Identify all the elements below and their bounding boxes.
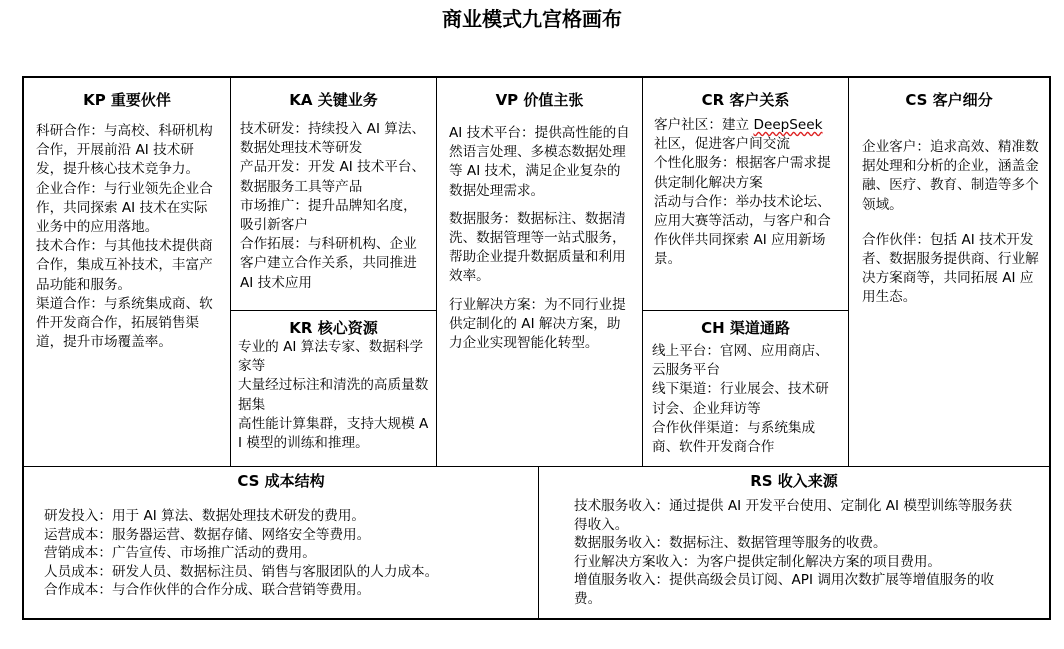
kp-item: 渠道合作：与系统集成商、软件开发商合作，拓展销售渠道，提升市场覆盖率。 bbox=[36, 295, 213, 351]
ka-item: 产品开发：开发 AI 技术平台、数据服务工具等产品 bbox=[240, 159, 426, 195]
vp-cell bbox=[436, 78, 642, 466]
ka-item: 合作拓展：与科研机构、企业客户建立合作关系，共同推进 AI 技术应用 bbox=[240, 236, 417, 291]
kr-item: 专业的 AI 算法专家、数据科学家等 bbox=[238, 339, 424, 375]
kp-heading: KP 重要伙伴 bbox=[83, 91, 171, 109]
cost-structure-body bbox=[44, 507, 524, 600]
kr-item: 大量经过标注和清洗的高质量数据集 bbox=[238, 377, 429, 413]
cr-cell bbox=[642, 78, 848, 310]
revenue-streams-heading: RS 收入来源 bbox=[750, 472, 838, 490]
cr-item: 活动与合作：举办技术论坛、应用大赛等活动，与客户和合作伙伴共同探索 AI 应用新场景。 bbox=[654, 193, 831, 268]
kp-cell bbox=[24, 78, 230, 466]
vp-heading: VP 价值主张 bbox=[495, 91, 584, 109]
kr-heading: KR 核心资源 bbox=[289, 319, 378, 337]
cs-segments-cell bbox=[848, 78, 1049, 466]
vp-item: 数据服务：数据标注、数据清洗、数据管理等一站式服务，帮助企业提升数据质量和利用效率。 bbox=[449, 210, 626, 285]
cost-item: 人员成本：研发人员、数据标注员、销售与客服团队的人力成本。 bbox=[44, 563, 439, 580]
ch-cell bbox=[642, 310, 848, 466]
rs-item: 增值服务收入：提供高级会员订阅、API 调用次数扩展等增值服务的收费。 bbox=[574, 572, 995, 607]
cost-item: 研发投入：用于 AI 算法、数据处理技术研发的费用。 bbox=[44, 508, 366, 524]
ch-body bbox=[652, 342, 838, 457]
kp-body bbox=[36, 122, 216, 352]
rs-item: 数据服务收入：数据标注、数据管理等服务的收费。 bbox=[574, 535, 887, 552]
ka-item: 市场推广：提升品牌知名度，吸引新客户 bbox=[240, 197, 417, 234]
ch-item: 线上平台：官网、应用商店、云服务平台 bbox=[652, 343, 829, 379]
kp-item: 企业合作：与行业领先企业合作，共同探索 AI 技术在实际业务中的应用落地。 bbox=[36, 180, 213, 236]
kr-body bbox=[238, 338, 432, 453]
ka-cell bbox=[230, 78, 436, 310]
ch-heading: CH 渠道通路 bbox=[701, 319, 790, 337]
vp-item: 行业解决方案：为不同行业提供定制化的 AI 解决方案，助力企业实现智能化转型。 bbox=[449, 296, 626, 352]
cr-heading: CR 客户关系 bbox=[701, 91, 790, 109]
cost-item: 合作成本：与合作伙伴的合作分成、联合营销等费用。 bbox=[44, 582, 371, 599]
cost-item: 运营成本：服务器运营、数据存储、网络安全等费用。 bbox=[44, 526, 371, 543]
ch-item: 线下渠道：行业展会、技术研讨会、企业拜访等 bbox=[652, 381, 829, 417]
cost-structure-heading: CS 成本结构 bbox=[237, 472, 325, 490]
vp-item: AI 技术平台：提供高性能的自然语言处理、多模态数据处理等 AI 技术，满足企业复杂的数据处理需求。 bbox=[449, 125, 630, 199]
cs-segments-heading: CS 客户细分 bbox=[905, 91, 993, 109]
cost-item: 营销成本：广告宣传、市场推广活动的费用。 bbox=[44, 545, 316, 562]
cs-segments-item: 合作伙伴：包括 AI 技术开发者、数据服务提供商、行业解决方案商等，共同拓展 AI 应用生态。 bbox=[862, 231, 1039, 306]
ka-item: 技术研发：持续投入 AI 算法、数据处理技术等研发 bbox=[240, 121, 426, 157]
ka-heading: KA 关键业务 bbox=[289, 91, 378, 109]
kp-item: 科研合作：与高校、科研机构合作，开展前沿 AI 技术研发，提升核心技术竞争力。 bbox=[36, 123, 213, 178]
cr-body bbox=[654, 116, 840, 270]
cr-item: 个性化服务：根据客户需求提供定制化解决方案 bbox=[654, 155, 831, 191]
cost-structure-cell bbox=[24, 466, 538, 618]
cr-line1-suffix: 社区，促进客户间交流 bbox=[654, 136, 790, 153]
vp-body bbox=[449, 124, 633, 353]
rs-item: 技术服务收入：通过提供 AI 开发平台使用、定制化 AI 模型训练等服务获得收入。 bbox=[574, 498, 1013, 533]
cr-line1-prefix: 客户社区：建立 bbox=[654, 117, 754, 133]
business-model-canvas bbox=[22, 76, 1051, 620]
rs-item: 行业解决方案收入：为客户提供定制化解决方案的项目费用。 bbox=[574, 553, 942, 570]
kr-cell bbox=[230, 310, 436, 466]
ka-body bbox=[240, 120, 430, 293]
ch-item: 合作伙伴渠道：与系统集成商、软件开发商合作 bbox=[652, 419, 816, 456]
deepseek-brand: DeepSeek bbox=[753, 117, 823, 133]
cr-item bbox=[654, 116, 840, 154]
revenue-streams-body bbox=[574, 497, 1014, 609]
cs-segments-item: 企业客户：追求高效、精准数据处理和分析的企业，涵盖金融、医疗、教育、制造等多个领域。 bbox=[862, 139, 1039, 213]
cs-segments-body bbox=[862, 138, 1042, 308]
kr-item: 高性能计算集群，支持大规模 AI 模型的训练和推理。 bbox=[238, 415, 429, 452]
canvas-title: 商业模式九宫格画布 bbox=[442, 7, 622, 31]
revenue-streams-cell bbox=[538, 466, 1049, 618]
kp-item: 技术合作：与其他技术提供商合作，集成互补技术，丰富产品功能和服务。 bbox=[36, 238, 213, 293]
